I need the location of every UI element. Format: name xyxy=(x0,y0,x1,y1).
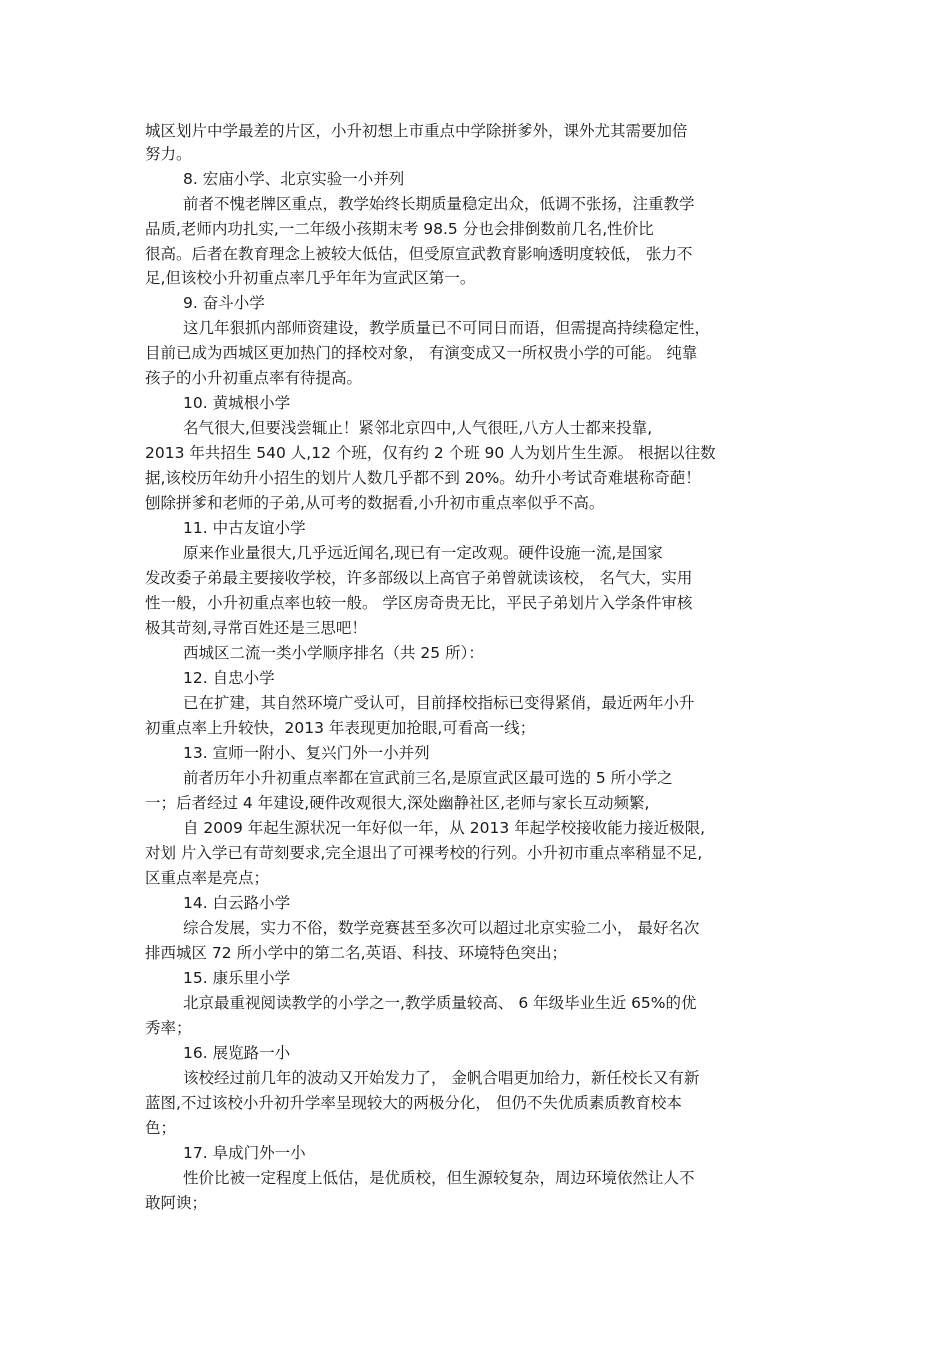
text-line: 一；后者经过 4 年建设,硬件改观很大,深处幽静社区,老师与家长互动频繁, xyxy=(145,794,650,812)
text-line: 综合发展，实力不俗，数学竞赛甚至多次可以超过北京实验二小， 最好名次 xyxy=(183,919,700,937)
text-line: 秀率； xyxy=(145,1019,192,1037)
text-line: 足,但该校小升初重点率几乎年年为宣武区第一。 xyxy=(145,269,476,287)
text-line: 前者不愧老牌区重点，教学始终长期质量稳定出众，低调不张扬，注重教学 xyxy=(183,195,695,213)
text-line: 性一般，小升初重点率也较一般。 学区房奇贵无比，平民子弟划片入学条件审核 xyxy=(145,594,693,612)
text-line: 努力。 xyxy=(145,145,192,163)
text-line: 区重点率是亮点； xyxy=(145,869,270,887)
text-line: 城区划片中学最差的片区，小升初想上市重点中学除拼爹外，课外尤其需要加倍 xyxy=(145,122,688,140)
text-line: 自 2009 年起生源状况一年好似一年，从 2013 年起学校接收能力接近极限, xyxy=(183,819,706,837)
section-heading: 8. 宏庙小学、北京实验一小并列 xyxy=(183,170,405,188)
text-line: 发改委子弟最主要接收学校，许多部级以上高官子弟曾就读该校， 名气大，实用 xyxy=(145,569,693,587)
text-line: 已在扩建，其自然环境广受认可，目前择校指标已变得紧俏，最近两年小升 xyxy=(183,694,695,712)
text-line: 对划 片入学已有苛刻要求,完全退出了可裸考校的行列。小升初市重点率稍显不足, xyxy=(145,844,703,862)
text-line: 这几年狠抓内部师资建设，教学质量已不可同日而语，但需提高持续稳定性， xyxy=(183,319,711,337)
text-line: 前者历年小升初重点率都在宣武前三名,是原宣武区最可选的 5 所小学之 xyxy=(183,769,673,787)
section-heading: 12. 自忠小学 xyxy=(183,669,275,687)
section-heading: 16. 展览路一小 xyxy=(183,1044,291,1062)
section-heading: 10. 黄城根小学 xyxy=(183,394,291,412)
text-line: 极其苛刻,寻常百姓还是三思吧！ xyxy=(145,619,367,637)
text-line: 北京最重视阅读教学的小学之一,教学质量较高、 6 年级毕业生近 65%的优 xyxy=(183,994,697,1012)
text-line: 品质,老师内功扎实,一二年级小孩期末考 98.5 分也会排倒数前几名,性价比 xyxy=(145,220,654,238)
text-line: 原来作业量很大,几乎远近闻名,现已有一定改观。硬件设施一流,是国家 xyxy=(183,544,663,562)
section-heading: 14. 白云路小学 xyxy=(183,894,291,912)
text-line: 该校经过前几年的波动又开始发力了， 金帆合唱更加给力，新任校长又有新 xyxy=(183,1069,700,1087)
text-line: 敢阿谀； xyxy=(145,1194,208,1212)
text-line: 目前已成为西城区更加热门的择校对象， 有演变成又一所权贵小学的可能。 纯靠 xyxy=(145,344,698,362)
text-line: 色； xyxy=(145,1119,177,1137)
text-line: 性价比被一定程度上低估，是优质校，但生源较复杂，周边环境依然让人不 xyxy=(183,1169,695,1187)
section-heading: 11. 中古友谊小学 xyxy=(183,519,306,537)
text-line: 排西城区 72 所小学中的第二名,英语、科技、环境特色突出； xyxy=(145,944,568,962)
text-line: 孩子的小升初重点率有待提高。 xyxy=(145,369,363,387)
section-heading: 9. 奋斗小学 xyxy=(183,294,265,312)
text-line: 据,该校历年幼升小招生的划片人数几乎都不到 20%。幼升小考试奇难堪称奇葩！ xyxy=(145,469,701,487)
section-heading: 17. 阜成门外一小 xyxy=(183,1144,306,1162)
text-line: 蓝图,不过该校小升初升学率呈现较大的两极分化， 但仍不失优质素质教育校本 xyxy=(145,1094,682,1112)
text-line: 2013 年共招生 540 人,12 个班，仅有约 2 个班 90 人为划片生生源。 根据以往数 xyxy=(145,444,716,462)
text-line: 刨除拼爹和老师的子弟,从可考的数据看,小升初市重点率似乎不高。 xyxy=(145,494,605,512)
section-heading: 15. 康乐里小学 xyxy=(183,969,291,987)
section-heading: 13. 宣师一附小、复兴门外一小并列 xyxy=(183,744,430,762)
text-line: 很高。后者在教育理念上被较大低估，但受原宣武教育影响透明度较低， 张力不 xyxy=(145,245,693,263)
text-line: 初重点率上升较快，2013 年表现更加抢眼,可看高一线； xyxy=(145,719,536,737)
text-line: 名气很大,但要浅尝辄止！紧邻北京四中,人气很旺,八方人士都来投靠, xyxy=(183,419,653,437)
ranking-title: 西城区二流一类小学顺序排名（共 25 所）： xyxy=(183,644,484,662)
